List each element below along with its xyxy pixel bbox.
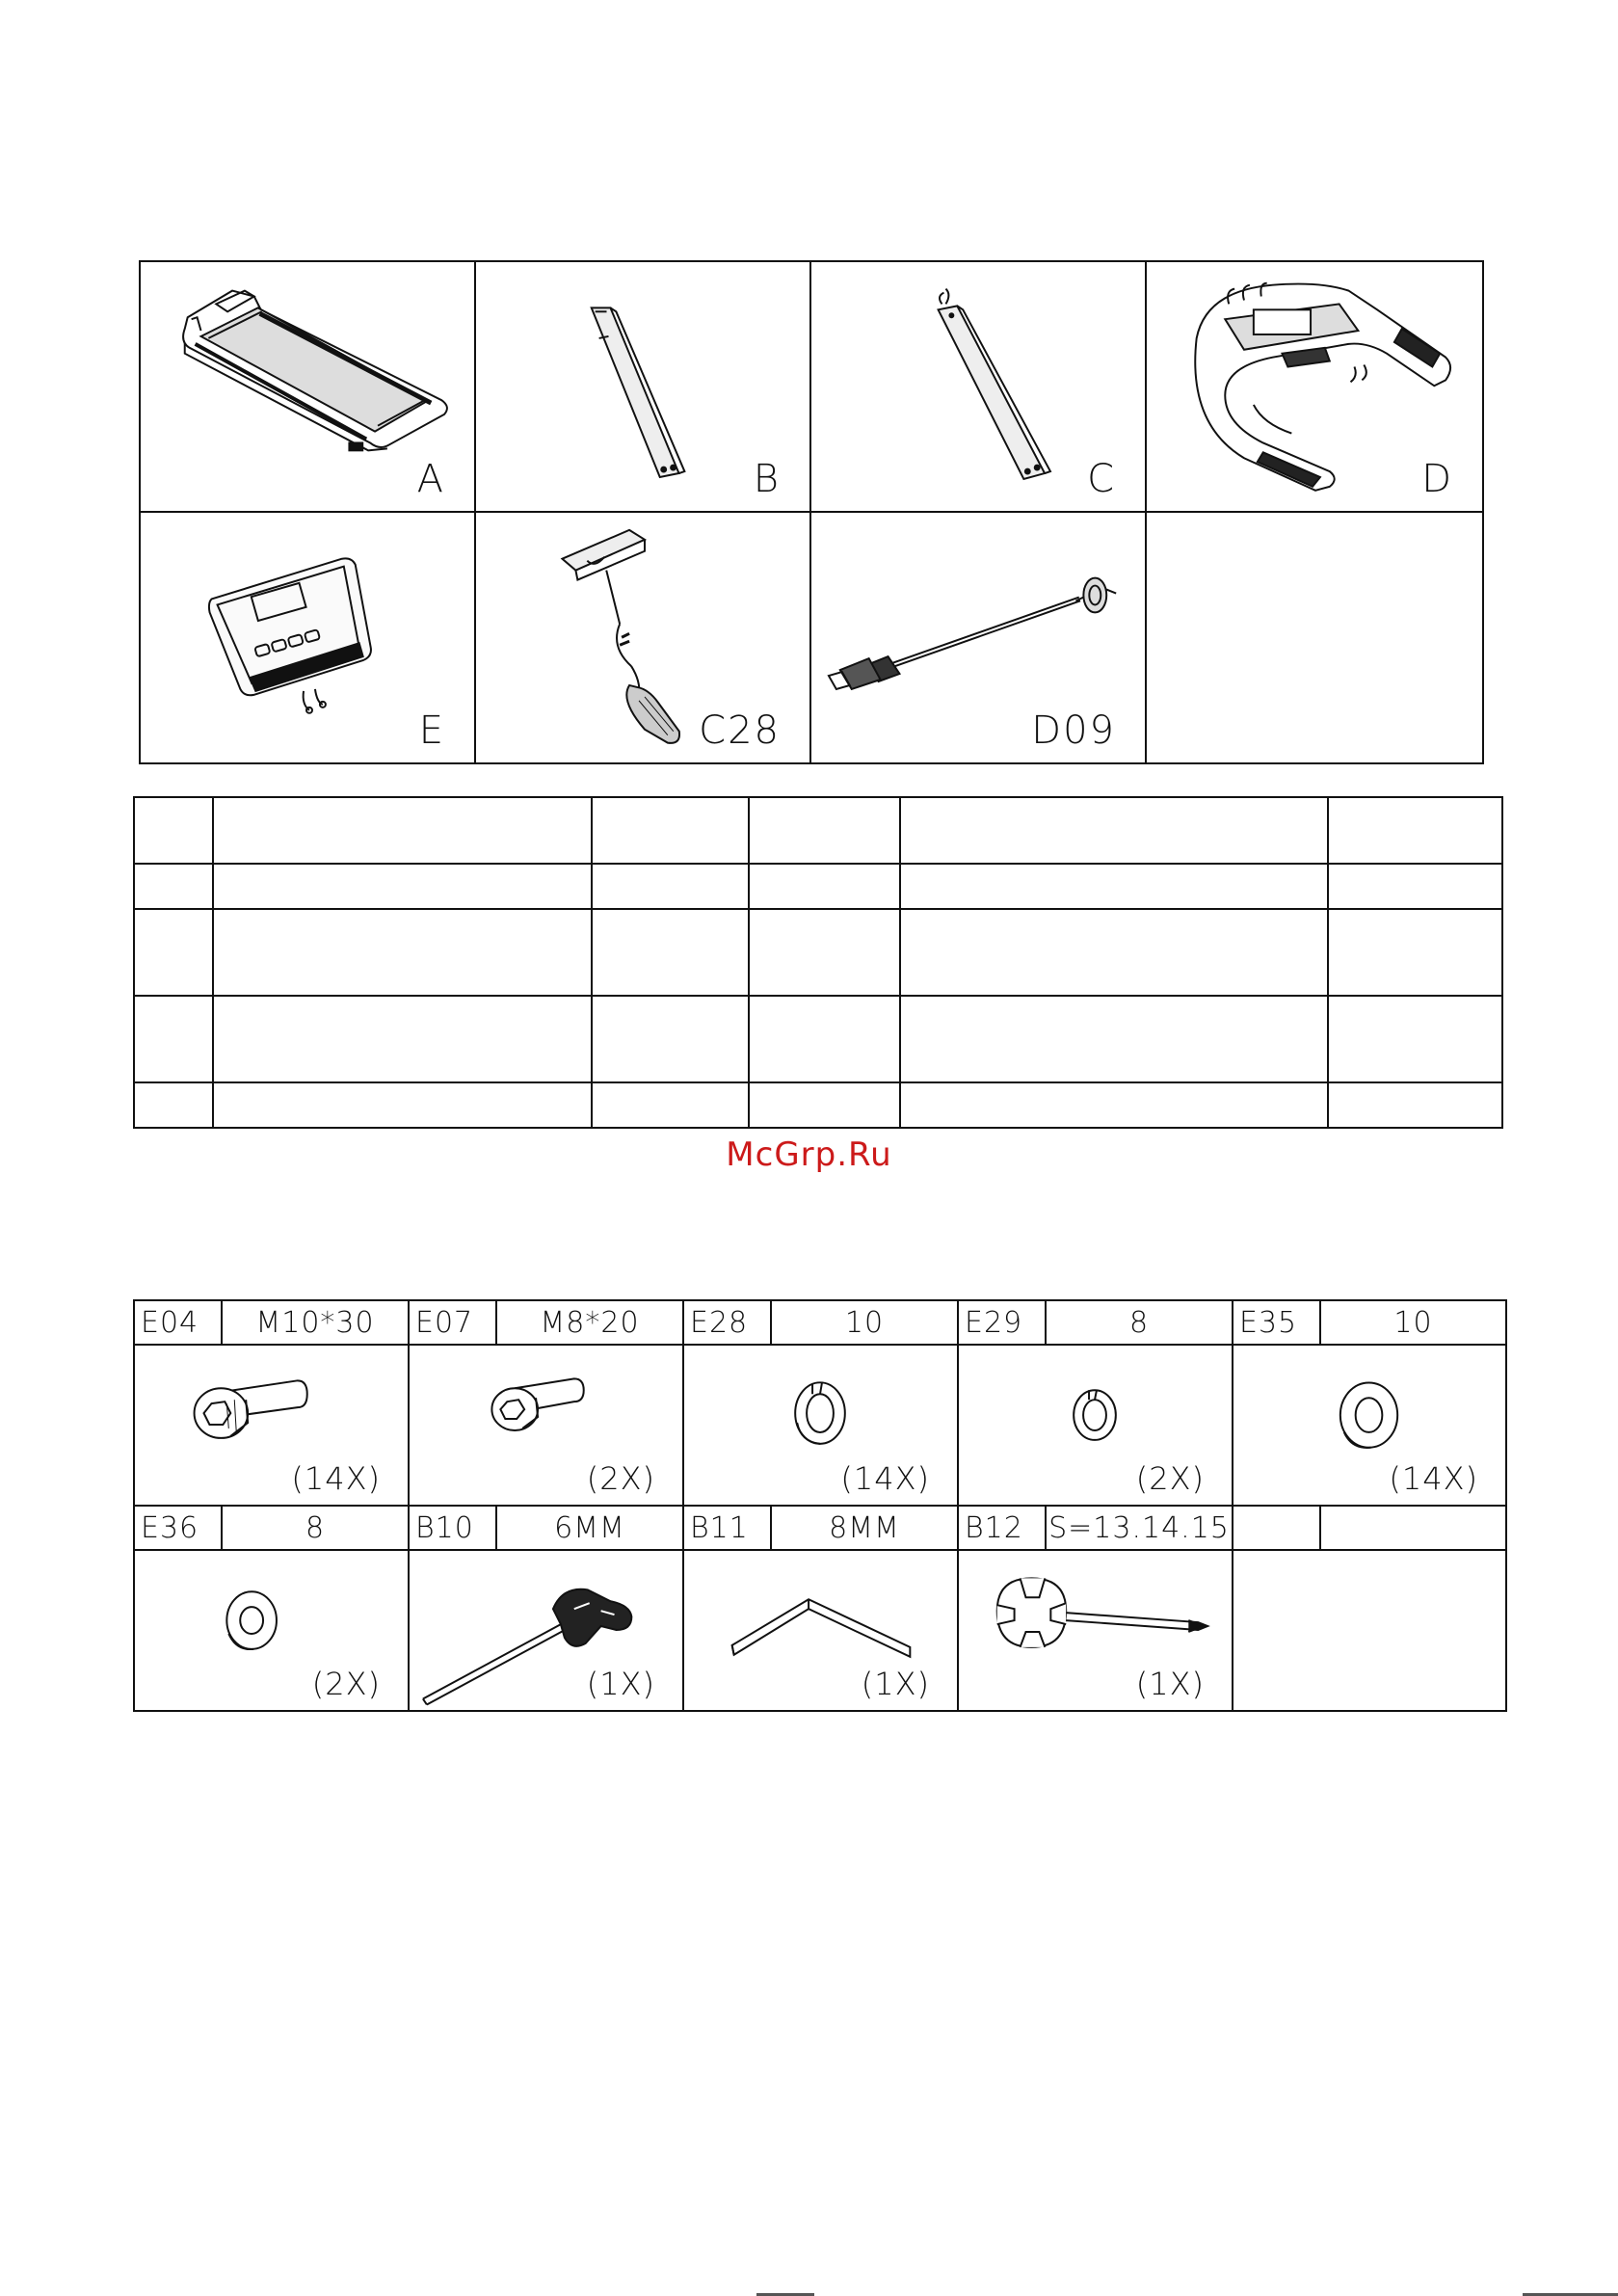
hardware-code: E35 [1233, 1300, 1320, 1345]
hardware-cell-b10 [409, 1550, 683, 1711]
parts-grid [139, 260, 1484, 764]
hardware-spec: 10 [1320, 1300, 1506, 1345]
hardware-qty: (2X) [311, 1666, 381, 1702]
hardware-table [133, 1299, 1507, 1712]
part-cell-empty [1147, 513, 1482, 763]
watermark-text: McGrp.Ru [726, 1135, 892, 1174]
hardware-spec: 10 [771, 1300, 958, 1345]
part-cell-e [141, 513, 476, 763]
hardware-spec: 8MM [771, 1506, 958, 1550]
part-label: D09 [1031, 708, 1116, 753]
hardware-cell-e28 [683, 1345, 958, 1506]
hardware-qty: (2X) [1135, 1460, 1205, 1497]
hardware-code: E04 [134, 1300, 222, 1345]
hardware-code: B11 [683, 1506, 771, 1550]
hardware-header-row-1 [134, 1300, 1506, 1345]
hardware-header-row-2 [134, 1506, 1506, 1550]
part-label: B [753, 456, 781, 501]
part-cell-d09 [811, 513, 1147, 763]
part-cell-a [141, 262, 476, 513]
table-row [134, 864, 1502, 909]
hardware-cell-e07 [409, 1345, 683, 1506]
hardware-cell-b11 [683, 1550, 958, 1711]
hardware-picture-row-2 [134, 1550, 1506, 1711]
hardware-spec: S=13.14.15 [1046, 1506, 1233, 1550]
hardware-cell-empty [1233, 1550, 1506, 1711]
part-cell-c28 [476, 513, 811, 763]
hardware-spec: M8*20 [496, 1300, 683, 1345]
part-cell-b [476, 262, 811, 513]
part-label: D [1421, 456, 1453, 501]
part-cell-c [811, 262, 1147, 513]
hardware-code [1233, 1506, 1320, 1550]
table-row [134, 797, 1502, 864]
hardware-spec: M10*30 [222, 1300, 409, 1345]
table-row [134, 996, 1502, 1082]
hardware-qty: (1X) [586, 1666, 655, 1702]
hardware-spec: 8 [222, 1506, 409, 1550]
hardware-qty: (1X) [861, 1666, 930, 1702]
hardware-code: B12 [958, 1506, 1046, 1550]
hardware-spec [1320, 1506, 1506, 1550]
hardware-cell-e35 [1233, 1345, 1506, 1506]
table-row [134, 909, 1502, 996]
hardware-qty: (14X) [840, 1460, 930, 1497]
hardware-spec: 6MM [496, 1506, 683, 1550]
hardware-qty: (1X) [1135, 1666, 1205, 1702]
hardware-code: E36 [134, 1506, 222, 1550]
hardware-cell-e36 [134, 1550, 409, 1711]
part-label: C28 [699, 708, 781, 753]
table-row [134, 1082, 1502, 1128]
hardware-code: B10 [409, 1506, 496, 1550]
part-cell-d [1147, 262, 1482, 513]
hardware-qty: (14X) [291, 1460, 381, 1497]
hardware-cell-b12 [958, 1550, 1233, 1711]
empty-parts-list-table [133, 796, 1503, 1129]
part-label: C [1087, 456, 1116, 501]
hardware-spec: 8 [1046, 1300, 1233, 1345]
hardware-code: E28 [683, 1300, 771, 1345]
hardware-qty: (14X) [1389, 1460, 1478, 1497]
hardware-code: E29 [958, 1300, 1046, 1345]
hardware-cell-e29 [958, 1345, 1233, 1506]
part-label: E [418, 708, 445, 753]
hardware-code: E07 [409, 1300, 496, 1345]
part-label: A [416, 456, 445, 501]
hardware-qty: (2X) [586, 1460, 655, 1497]
hardware-cell-e04 [134, 1345, 409, 1506]
hardware-picture-row-1 [134, 1345, 1506, 1506]
